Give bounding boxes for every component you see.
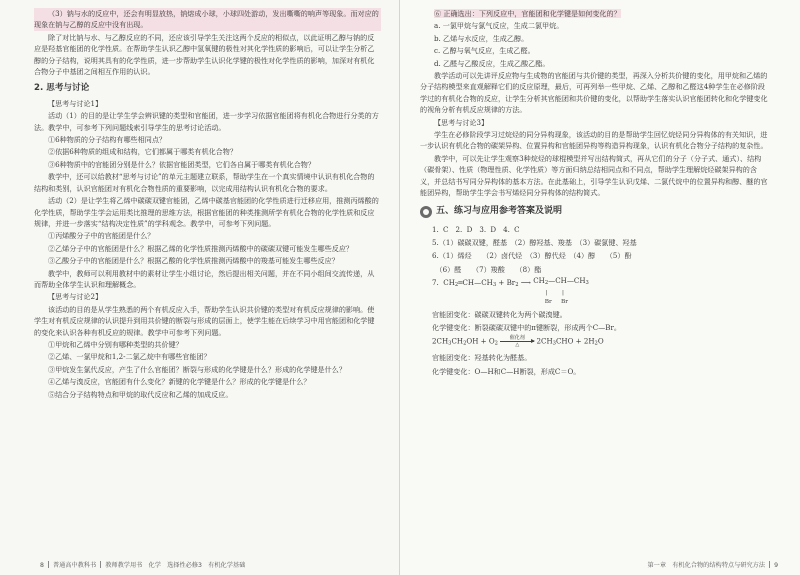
question-item xyxy=(420,8,770,19)
explanation-line: 化学键变化：断裂碳碳双键中的π键断裂，形成两个C—Br。 xyxy=(432,323,621,333)
highlighted-text: ⑥ 正确选出：下列反应中，官能团和化学键是如何变化的？ xyxy=(434,9,621,18)
left-page-footer xyxy=(40,560,245,569)
reaction-arrow: 催化剂 △ xyxy=(500,335,534,348)
section-heading xyxy=(420,206,770,218)
explanation-1 xyxy=(420,309,770,334)
answer-line: 1. C 2. D 3. D 4. C xyxy=(432,224,520,234)
paragraph: 活动（1）的目的是让学生学会辨识键的类型和官能团，进一步学习依据官能团将有机化合物进行分类的方法。教学中，可参考下列问题线索引导学生的思考讨论活动。 xyxy=(34,111,379,132)
section-circle-icon xyxy=(420,206,432,218)
question-item: c. 乙醇与氧气反应，生成乙醛。 xyxy=(434,46,535,56)
paragraph: 教学活动可以先讲评反应物与生成物的官能团与共价键的类型，再深入分析共价键的变化，用甲烷和乙烯的分子结构模型来直观解释它们的反应原理，最后，可再列举一些甲烷、乙烯、乙醇和乙醛这4种学生在必修阶段学过的有机化合物的反应，让学生分析其官能团和共价键的变化，以帮助学生落实认识官能团转化和化学键变化的视角分析有机反应规律的方法。 xyxy=(420,71,768,115)
paragraph: 活动（2）是让学生将乙烯中碳碳双键官能团，乙烯中碳基官能团的化学性质进行迁移应用，推测丙烯酸的化学性质，帮助学生学会运用类比推理的思维方法，根据官能团的种类推测所学有机化合物的化学性质和反应规律，并进一步落实“结构决定性质”的学科观念。教学中，可参考下列问题。 xyxy=(34,196,379,228)
right-page-footer xyxy=(648,560,779,569)
section-title: 五、练习与应用参考答案及说明 xyxy=(436,205,563,216)
paragraph: （3）钠与水的反应中，还会有明显放热，钠熔成小球，小球四处游动，发出嘶嘶的响声等现象。而对应的现象在钠与乙醇的反应中没有出现。 xyxy=(34,8,381,31)
answer-line: （6）醛 （7）羧酸 （8）酯 xyxy=(432,264,542,274)
answer-line: 5.（1）碳碳双键，醛基 （2）醇羟基、羧基 （3）碳氯键、羟基 xyxy=(432,237,637,247)
question-item: ②依据6种物质的组成和结构，它们都属于哪类有机化合物？ xyxy=(48,147,237,157)
explanation-line: 化学键变化：O—H和C—H断裂，形成C＝O。 xyxy=(432,366,581,376)
paragraph: 教学中，可以先让学生观察3种烷烃的球棍模型并写出结构简式，再从它们的分子（分子式、通式）、结构（碳骨架）、性质（物理性质、化学性质）等方面归纳总结相同点和不同点，帮助学生理解烷烃碳架异构的含义，并总结书写同分异构体的基本方法。在此基础上，引导学生认识戊烯、二氯代烷中的位置异构和醇、醚的官能团异构，帮助学生学会书写烯烃同分异构体的结构简式。 xyxy=(420,153,768,198)
question-item: ②乙烯分子中的官能团是什么？根据乙烯的化学性质推测丙烯酸中的碳碳双键可能发生哪些反应？ xyxy=(48,243,354,253)
discussion-tag: 【思考与讨论2】 xyxy=(48,292,103,302)
question-item: ③乙酸分子中的官能团是什么？根据乙酸的化学性质推测丙烯酸中的羧基可能发生哪些反应？ xyxy=(48,256,339,266)
dibromo-product: CH2—CH—CH3 | | Br Br xyxy=(533,276,589,306)
right-page-number: 9 xyxy=(774,562,778,569)
question-item: ①甲烷和乙烯中分别有哪种类型的共价键？ xyxy=(48,339,183,349)
paragraph: 教学中，教师可以利用教材中的素材让学生小组讨论，然后提出相关问题，并在不同小组间交流传递，从而帮助全体学生认识和理解概念。 xyxy=(34,268,375,289)
question-item: ②乙烯、一氯甲烷和1,2-二氯乙烷中有哪些官能团？ xyxy=(48,352,211,362)
equation-bromine-addition: 7. CH2═CH—CH3 + Br2 ⟶ CH2—CH—CH3 | | Br Br xyxy=(432,276,589,306)
question-item: a. 一氯甲烷与氯气反应，生成二氯甲烷。 xyxy=(434,21,564,31)
left-footer-series: 普通高中教科书 xyxy=(52,562,97,569)
paragraph: 该活动的目的是从学生熟悉的两个有机反应入手，帮助学生认识共价键的类型对有机反应规律的影响。使学生对有机反应规律的认识提升到用共价键的断裂与形成的层面上，使学生能在后续学习中用官能团和化学键的变化来认识各种有机反应的规律。教学中可参考下列问题。 xyxy=(34,304,375,337)
explanation-line: 官能团变化：羟基转化为醛基。 xyxy=(432,353,532,363)
question-item: ①6种物质的分子结构有哪些相同点？ xyxy=(48,135,167,145)
left-page-body xyxy=(34,8,381,401)
answer-line: 6.（1）烯烃 （2）卤代烃 （3）醇代烃 （4）醇 （5）酚 xyxy=(432,251,632,261)
equation-ethanol-oxidation: 2CH3CH2OH + O2 催化剂 △ 2CH3CHO + 2H2O xyxy=(432,335,604,349)
question-item: ③6种物质中的官能团分别是什么？依据官能团类型，它们各自属于哪类有机化合物？ xyxy=(48,159,315,169)
subheading: 2. 思考与讨论 xyxy=(34,83,90,94)
discussion-tag: 【思考与讨论3】 xyxy=(434,117,489,127)
explanation-line: 官能团变化：碳碳双键转化为两个碳溴键。 xyxy=(432,309,567,319)
answer-list xyxy=(420,224,770,276)
right-page xyxy=(400,0,800,575)
question-item: ⑤结合分子结构特点和甲烷的取代反应和乙烯的加成反应。 xyxy=(48,389,233,399)
right-footer-chapter: 第一章 有机化合物的结构特点与研究方法 xyxy=(647,562,766,569)
right-page-body xyxy=(420,8,770,379)
q7-label: 7. xyxy=(432,278,439,288)
right-page-paragraphs xyxy=(420,8,770,199)
paragraph: 教学中，还可以给教材“思考与讨论”的单元主题建立联系，帮助学生在一个真实情境中认识有机化合物的结构和类别，认识官能团对有机化合物性质的重要影响，以完成用结构认识有机化合物的要求。 xyxy=(34,172,375,193)
paragraph: 除了对比钠与水、与乙醇反应的不同，还应该引导学生关注这两个反应的相似点，以此证明乙醇与钠的反应是羟基官能团的化学性质。在帮助学生认识乙醇中氢氧键的极性对其化学性质的影响后，可以让学生分析乙醇的分子结构，说明其具有的化学性质，进一步帮助学生认识化学键的极性对化学性质的影响，加深对有机化合物分子中基团之间相互作用的认识。 xyxy=(34,32,375,77)
explanation-2 xyxy=(420,352,770,377)
question-item: ①丙烯酸分子中的官能团是什么？ xyxy=(48,231,155,241)
question-item: ④乙烯与溴反应，官能团有什么变化？新键的化学键是什么？形成的化学键是什么？ xyxy=(48,377,311,387)
question-item: ③甲烷发生氯代反应，产生了什么官能团？断裂与形成的化学键是什么？形成的化学键是什么？ xyxy=(48,364,346,374)
paragraph: 学生在必修阶段学习过烷烃的同分异构现象，该活动的目的是帮助学生回忆烷烃同分异构体的有关知识，进一步认识有机化合物的碳架异构、位置异构和官能团异构等构造异构现象，认识有机化合物分子结构的复杂性。 xyxy=(420,130,768,151)
left-footer-book: 教师教学用书 化学 选择性必修3 有机化学基础 xyxy=(105,562,246,569)
question-item: d. 乙醛与乙酸反应，生成乙酸乙酯。 xyxy=(434,58,550,68)
question-item: b. 乙烯与水反应，生成乙醇。 xyxy=(434,33,529,43)
left-page-number: 8 xyxy=(40,562,44,569)
discussion-tag: 【思考与讨论1】 xyxy=(48,98,103,108)
